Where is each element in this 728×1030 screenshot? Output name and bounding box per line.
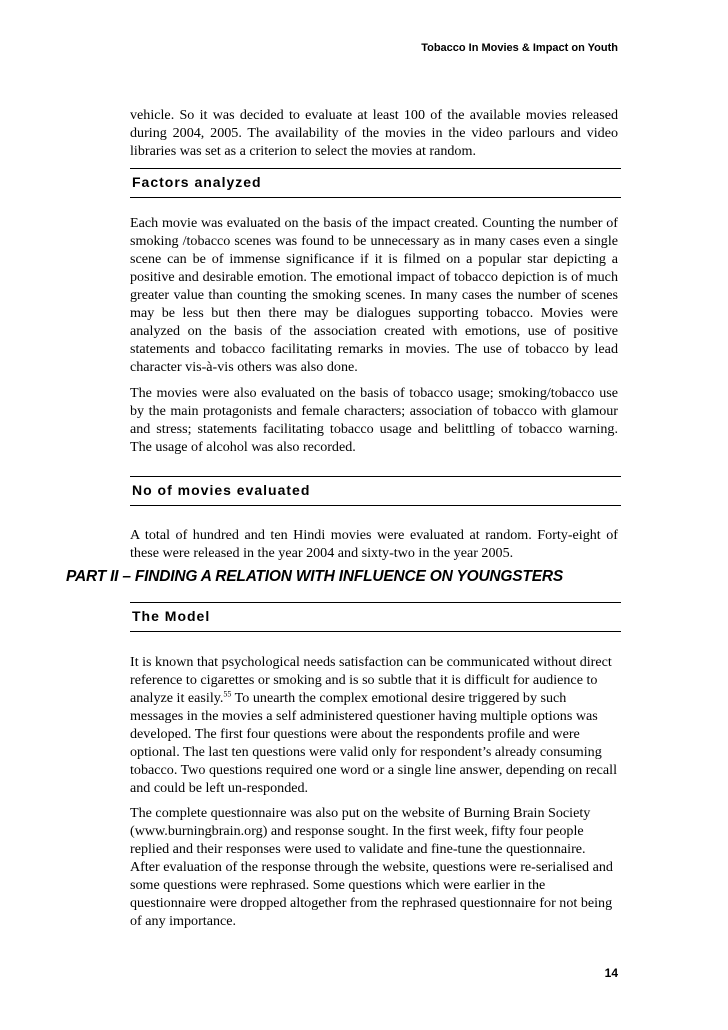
paragraph-5-after: To unearth the complex emotional desire triggered by such messages in the movies a self administered questioner having multiple options was developed. The first four questions were about the respondents profile and were optional. The last ten questions were valid only for respondent’s already consuming tobacco. Two questions required one word or a single line answer, depending on recall and could be left un-responded. (130, 690, 618, 796)
page-number: 14 (604, 966, 618, 980)
paragraph-5 (130, 653, 618, 797)
section-heading-movies-evaluated: No of movies evaluated (130, 476, 621, 506)
paragraph-intro (130, 106, 618, 160)
running-header: Tobacco In Movies & Impact on Youth (421, 42, 618, 54)
paragraph-count (130, 526, 618, 562)
paragraph-2: Each movie was evaluated on the basis of the impact created. Counting the number of smoking /tobacco scenes was found to be unnecessary as in many cases even a single scene can be of immense significance if it is filmed on a popular star depicting a positive and desirable emotion. The emotional impact of tobacco depiction is of much greater value than counting the smoking scenes. In many cases the number of scenes may be less but then there may be dialogues supporting tobacco. Movies were analyzed on the basis of the association created with emotions, use of positive statements and tobacco facilitating remarks in movies. The use of tobacco by lead character vis-à-vis others was also done. (130, 215, 618, 375)
part-title: PART II – FINDING A RELATION WITH INFLUENCE ON YOUNGSTERS (66, 568, 563, 585)
paragraph-3: The movies were also evaluated on the basis of tobacco usage; smoking/tobacco use by the main protagonists and female characters; association of tobacco with glamour and stress; statements facilitating tobacco usage and belittling of tobacco warning. The usage of alcohol was also recorded. (130, 385, 618, 455)
paragraph-questionnaire (130, 804, 618, 930)
paragraph-factors (130, 214, 618, 376)
paragraph-1: vehicle. So it was decided to evaluate at least 100 of the available movies released during 2004, 2005. The availability of the movies in the video parlours and video libraries was set as a criterion to select the movies at random. (130, 107, 618, 159)
paragraph-4: A total of hundred and ten Hindi movies were evaluated at random. Forty-eight of these were released in the year 2004 and sixty-two in the year 2005. (130, 527, 618, 561)
paragraph-model (130, 653, 618, 797)
footnote-ref: 55 (223, 689, 232, 699)
section-heading-model: The Model (130, 602, 621, 632)
paragraph-5-before: It is known that psychological needs satisfaction can be communicated without direct reference to cigarettes or smoking and is so subtle that it is difficult for audience to analyze it easily. (130, 654, 612, 706)
section-heading-factors: Factors analyzed (130, 168, 621, 198)
paragraph-6: The complete questionnaire was also put on the website of Burning Brain Society (www.burningbrain.org) and response sought. In the first week, fifty four people replied and their responses were used to validate and fine-tune the questionnaire. After evaluation of the response through the website, questions were re-serialised and some questions were rephrased. Some questions which were earlier in the questionnaire were dropped altogether from the rephrased questionnaire for not being of any importance. (130, 805, 613, 929)
paragraph-usage (130, 384, 618, 456)
